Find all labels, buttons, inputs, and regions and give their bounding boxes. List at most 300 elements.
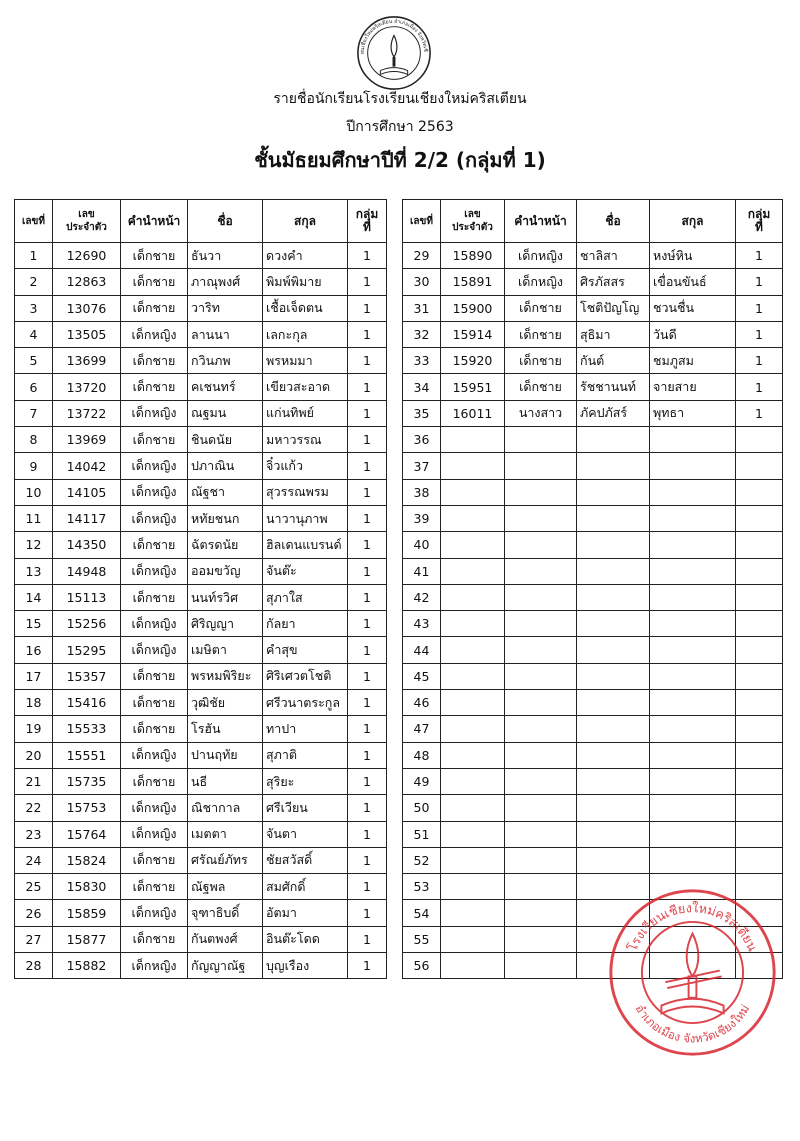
col-header-group-line2: ที่ bbox=[755, 220, 763, 234]
cell-surname bbox=[650, 584, 736, 610]
cell-id bbox=[441, 874, 505, 900]
cell-id bbox=[441, 795, 505, 821]
cell-id bbox=[441, 742, 505, 768]
cell-prefix: เด็กชาย bbox=[505, 374, 577, 400]
col-header-group-line1: กลุ่ม bbox=[747, 207, 771, 221]
table-row bbox=[403, 321, 783, 347]
cell-group bbox=[736, 453, 783, 479]
cell-prefix: เด็กชาย bbox=[505, 321, 577, 347]
cell-id: 14105 bbox=[53, 479, 121, 505]
cell-group: 1 bbox=[736, 269, 783, 295]
col-header-prefix: คำนำหน้า bbox=[505, 200, 577, 243]
cell-group bbox=[736, 663, 783, 689]
cell-id: 15951 bbox=[441, 374, 505, 400]
table-row bbox=[403, 768, 783, 794]
col-header-group bbox=[736, 200, 783, 243]
cell-prefix: นางสาว bbox=[505, 400, 577, 426]
cell-name: ณิชากาล bbox=[188, 795, 263, 821]
cell-surname: เชื้อเจ็ดตน bbox=[263, 295, 348, 321]
table-row bbox=[403, 821, 783, 847]
cell-name: หทัยชนก bbox=[188, 505, 263, 531]
cell-group: 1 bbox=[736, 348, 783, 374]
cell-name: ณฐมน bbox=[188, 400, 263, 426]
cell-id: 13699 bbox=[53, 348, 121, 374]
cell-surname: ศิริเศวตโชติ bbox=[263, 663, 348, 689]
cell-no: 22 bbox=[15, 795, 53, 821]
cell-id: 15877 bbox=[53, 926, 121, 952]
cell-id bbox=[441, 953, 505, 979]
table-row bbox=[15, 584, 387, 610]
cell-name: โชติปัญโญ bbox=[577, 295, 650, 321]
cell-prefix: เด็กหญิง bbox=[121, 558, 188, 584]
cell-group: 1 bbox=[348, 768, 387, 794]
cell-name: กันต์ bbox=[577, 348, 650, 374]
col-header-surname: สกุล bbox=[263, 200, 348, 243]
table-row bbox=[15, 400, 387, 426]
cell-group: 1 bbox=[348, 584, 387, 610]
cell-id: 15914 bbox=[441, 321, 505, 347]
cell-id: 15357 bbox=[53, 663, 121, 689]
col-header-group-line2: ที่ bbox=[363, 220, 371, 234]
cell-name: เมษิตา bbox=[188, 637, 263, 663]
cell-id bbox=[441, 900, 505, 926]
cell-id bbox=[441, 532, 505, 558]
cell-prefix bbox=[505, 742, 577, 768]
cell-surname bbox=[650, 795, 736, 821]
cell-surname bbox=[650, 453, 736, 479]
cell-prefix: เด็กหญิง bbox=[121, 479, 188, 505]
table-row bbox=[403, 479, 783, 505]
cell-prefix bbox=[505, 584, 577, 610]
cell-id bbox=[441, 663, 505, 689]
cell-id bbox=[441, 847, 505, 873]
cell-no: 50 bbox=[403, 795, 441, 821]
cell-no: 10 bbox=[15, 479, 53, 505]
col-header-name: ชื่อ bbox=[188, 200, 263, 243]
table-row bbox=[403, 742, 783, 768]
table-row bbox=[403, 269, 783, 295]
cell-name: สุธิมา bbox=[577, 321, 650, 347]
cell-id: 15900 bbox=[441, 295, 505, 321]
cell-surname: เลกะกุล bbox=[263, 321, 348, 347]
cell-id: 13969 bbox=[53, 427, 121, 453]
cell-no: 16 bbox=[15, 637, 53, 663]
cell-prefix bbox=[505, 427, 577, 453]
cell-group: 1 bbox=[736, 295, 783, 321]
cell-id: 15830 bbox=[53, 874, 121, 900]
col-header-id bbox=[441, 200, 505, 243]
cell-id: 15256 bbox=[53, 611, 121, 637]
cell-group bbox=[736, 742, 783, 768]
table-row bbox=[403, 243, 783, 269]
cell-prefix: เด็กหญิง bbox=[121, 611, 188, 637]
cell-surname bbox=[650, 637, 736, 663]
table-row bbox=[15, 295, 387, 321]
cell-id: 12863 bbox=[53, 269, 121, 295]
cell-id: 15859 bbox=[53, 900, 121, 926]
table-row bbox=[15, 479, 387, 505]
cell-group bbox=[736, 532, 783, 558]
cell-prefix: เด็กหญิง bbox=[121, 821, 188, 847]
cell-group bbox=[736, 505, 783, 531]
cell-no: 45 bbox=[403, 663, 441, 689]
cell-name: วาริท bbox=[188, 295, 263, 321]
cell-prefix: เด็กหญิง bbox=[505, 269, 577, 295]
table-row bbox=[15, 874, 387, 900]
cell-group: 1 bbox=[348, 348, 387, 374]
cell-surname: พิมพ์พิมาย bbox=[263, 269, 348, 295]
cell-name: วุฒิชัย bbox=[188, 690, 263, 716]
table-header-row bbox=[15, 200, 387, 243]
cell-group: 1 bbox=[348, 690, 387, 716]
table-row bbox=[15, 716, 387, 742]
table-row bbox=[15, 321, 387, 347]
cell-surname bbox=[650, 611, 736, 637]
cell-surname: สุวรรณพรม bbox=[263, 479, 348, 505]
cell-name bbox=[577, 558, 650, 584]
cell-id bbox=[441, 821, 505, 847]
cell-prefix bbox=[505, 690, 577, 716]
cell-id: 14948 bbox=[53, 558, 121, 584]
cell-no: 1 bbox=[15, 243, 53, 269]
cell-name: ศิริญญา bbox=[188, 611, 263, 637]
cell-no: 53 bbox=[403, 874, 441, 900]
cell-name bbox=[577, 716, 650, 742]
cell-group: 1 bbox=[736, 321, 783, 347]
cell-group: 1 bbox=[348, 479, 387, 505]
cell-surname bbox=[650, 690, 736, 716]
cell-id bbox=[441, 768, 505, 794]
cell-group: 1 bbox=[736, 374, 783, 400]
cell-id: 15764 bbox=[53, 821, 121, 847]
cell-no: 47 bbox=[403, 716, 441, 742]
cell-no: 15 bbox=[15, 611, 53, 637]
cell-no: 19 bbox=[15, 716, 53, 742]
cell-group: 1 bbox=[348, 637, 387, 663]
cell-no: 31 bbox=[403, 295, 441, 321]
cell-no: 54 bbox=[403, 900, 441, 926]
cell-prefix: เด็กหญิง bbox=[121, 953, 188, 979]
cell-group bbox=[736, 584, 783, 610]
cell-surname: สมศักดิ์ bbox=[263, 874, 348, 900]
col-header-no: เลขที่ bbox=[403, 200, 441, 243]
table-row bbox=[403, 505, 783, 531]
document-title: รายชื่อนักเรียนโรงเรียนเชียงใหม่คริสเตียน bbox=[273, 91, 527, 107]
cell-id bbox=[441, 453, 505, 479]
cell-prefix: เด็กชาย bbox=[121, 716, 188, 742]
cell-surname: ทาปา bbox=[263, 716, 348, 742]
cell-id: 15824 bbox=[53, 847, 121, 873]
logo-text: ยนเชียงใหม่คริสเตียน อำเภอเมือง จังหวัดเชี bbox=[359, 18, 429, 55]
cell-surname: พรหมมา bbox=[263, 348, 348, 374]
table-header-row bbox=[403, 200, 783, 243]
cell-no: 20 bbox=[15, 742, 53, 768]
cell-no: 11 bbox=[15, 505, 53, 531]
cell-name: กันตพงศ์ bbox=[188, 926, 263, 952]
cell-prefix: เด็กชาย bbox=[121, 663, 188, 689]
cell-prefix bbox=[505, 716, 577, 742]
cell-no: 18 bbox=[15, 690, 53, 716]
cell-group: 1 bbox=[348, 269, 387, 295]
cell-id: 14117 bbox=[53, 505, 121, 531]
table-row bbox=[403, 584, 783, 610]
col-header-surname: สกุล bbox=[650, 200, 736, 243]
cell-name bbox=[577, 742, 650, 768]
cell-no: 13 bbox=[15, 558, 53, 584]
cell-id bbox=[441, 505, 505, 531]
cell-name: ธันวา bbox=[188, 243, 263, 269]
col-header-id-line2: ประจำตัว bbox=[452, 222, 493, 233]
cell-prefix: เด็กหญิง bbox=[505, 243, 577, 269]
table-row bbox=[403, 637, 783, 663]
cell-name: ณัฐชา bbox=[188, 479, 263, 505]
cell-group bbox=[736, 558, 783, 584]
cell-surname: ฮิลเดนแบรนด์ bbox=[263, 532, 348, 558]
cell-surname: วันดี bbox=[650, 321, 736, 347]
cell-prefix: เด็กชาย bbox=[121, 874, 188, 900]
cell-name bbox=[577, 663, 650, 689]
cell-name bbox=[577, 453, 650, 479]
cell-no: 9 bbox=[15, 453, 53, 479]
cell-group: 1 bbox=[348, 453, 387, 479]
cell-no: 14 bbox=[15, 584, 53, 610]
cell-group: 1 bbox=[736, 400, 783, 426]
cell-surname bbox=[650, 479, 736, 505]
cell-name: เมตตา bbox=[188, 821, 263, 847]
table-row bbox=[15, 847, 387, 873]
cell-surname: คำสุข bbox=[263, 637, 348, 663]
cell-name bbox=[577, 584, 650, 610]
cell-prefix bbox=[505, 611, 577, 637]
cell-no: 44 bbox=[403, 637, 441, 663]
cell-no: 12 bbox=[15, 532, 53, 558]
cell-id: 15533 bbox=[53, 716, 121, 742]
cell-id: 13505 bbox=[53, 321, 121, 347]
cell-prefix bbox=[505, 663, 577, 689]
cell-name: รัชชานนท์ bbox=[577, 374, 650, 400]
cell-group: 1 bbox=[348, 821, 387, 847]
cell-no: 27 bbox=[15, 926, 53, 952]
table-row bbox=[403, 374, 783, 400]
cell-name: ศิรภัสสร bbox=[577, 269, 650, 295]
cell-name: นธี bbox=[188, 768, 263, 794]
table-row bbox=[403, 611, 783, 637]
cell-prefix: เด็กชาย bbox=[121, 926, 188, 952]
cell-no: 25 bbox=[15, 874, 53, 900]
cell-name bbox=[577, 690, 650, 716]
cell-name: นนท์รวิศ bbox=[188, 584, 263, 610]
cell-name bbox=[577, 637, 650, 663]
school-logo bbox=[355, 14, 433, 92]
cell-no: 21 bbox=[15, 768, 53, 794]
cell-id: 15882 bbox=[53, 953, 121, 979]
cell-name: คเชนทร์ bbox=[188, 374, 263, 400]
cell-prefix: เด็กชาย bbox=[505, 295, 577, 321]
cell-group: 1 bbox=[348, 427, 387, 453]
cell-name bbox=[577, 505, 650, 531]
cell-no: 7 bbox=[15, 400, 53, 426]
cell-name bbox=[577, 847, 650, 873]
cell-no: 35 bbox=[403, 400, 441, 426]
cell-no: 32 bbox=[403, 321, 441, 347]
cell-prefix: เด็กชาย bbox=[121, 348, 188, 374]
cell-group: 1 bbox=[348, 663, 387, 689]
table-row bbox=[15, 374, 387, 400]
cell-prefix bbox=[505, 874, 577, 900]
cell-surname: จันตา bbox=[263, 821, 348, 847]
cell-surname: ชัยสวัสดิ์ bbox=[263, 847, 348, 873]
cell-id bbox=[441, 716, 505, 742]
cell-surname bbox=[650, 663, 736, 689]
cell-surname: แก่นทิพย์ bbox=[263, 400, 348, 426]
cell-no: 23 bbox=[15, 821, 53, 847]
cell-name: ชาลิสา bbox=[577, 243, 650, 269]
cell-group bbox=[736, 847, 783, 873]
table-row bbox=[403, 690, 783, 716]
cell-no: 40 bbox=[403, 532, 441, 558]
cell-group bbox=[736, 479, 783, 505]
cell-id bbox=[441, 479, 505, 505]
cell-name bbox=[577, 795, 650, 821]
table-row bbox=[15, 348, 387, 374]
cell-surname: อัตมา bbox=[263, 900, 348, 926]
cell-prefix bbox=[505, 479, 577, 505]
cell-surname: จายสาย bbox=[650, 374, 736, 400]
table-row bbox=[403, 427, 783, 453]
cell-name: ภาณุพงศ์ bbox=[188, 269, 263, 295]
cell-name: ภัคปภัสร์ bbox=[577, 400, 650, 426]
col-header-no: เลขที่ bbox=[15, 200, 53, 243]
cell-no: 56 bbox=[403, 953, 441, 979]
cell-prefix: เด็กชาย bbox=[121, 532, 188, 558]
svg-text:โรงเรียนเชียงใหม่คริสเตียน อำเ bbox=[355, 14, 429, 54]
table-row bbox=[403, 716, 783, 742]
cell-id: 15551 bbox=[53, 742, 121, 768]
cell-id bbox=[441, 611, 505, 637]
cell-surname: ชมภูสม bbox=[650, 348, 736, 374]
seal-torch-icon bbox=[661, 934, 723, 1014]
table-row bbox=[15, 243, 387, 269]
cell-surname: สุภาใส bbox=[263, 584, 348, 610]
table-row bbox=[15, 269, 387, 295]
cell-surname bbox=[650, 847, 736, 873]
cell-no: 28 bbox=[15, 953, 53, 979]
cell-id: 15891 bbox=[441, 269, 505, 295]
cell-no: 46 bbox=[403, 690, 441, 716]
cell-no: 36 bbox=[403, 427, 441, 453]
cell-group bbox=[736, 795, 783, 821]
cell-name: ชินดนัย bbox=[188, 427, 263, 453]
col-header-id bbox=[53, 200, 121, 243]
cell-prefix: เด็กหญิง bbox=[121, 505, 188, 531]
cell-group: 1 bbox=[348, 953, 387, 979]
cell-prefix: เด็กชาย bbox=[121, 847, 188, 873]
cell-group: 1 bbox=[348, 374, 387, 400]
cell-group: 1 bbox=[348, 926, 387, 952]
cell-surname: ชวนชื่น bbox=[650, 295, 736, 321]
cell-id: 16011 bbox=[441, 400, 505, 426]
table-row bbox=[15, 795, 387, 821]
cell-id bbox=[441, 926, 505, 952]
cell-surname bbox=[650, 505, 736, 531]
cell-prefix: เด็กชาย bbox=[505, 348, 577, 374]
table-row bbox=[15, 558, 387, 584]
cell-name bbox=[577, 532, 650, 558]
cell-surname bbox=[650, 558, 736, 584]
cell-surname: ศรีเวียน bbox=[263, 795, 348, 821]
cell-group: 1 bbox=[348, 505, 387, 531]
student-table-right bbox=[402, 199, 783, 979]
table-row bbox=[15, 532, 387, 558]
col-header-prefix: คำนำหน้า bbox=[121, 200, 188, 243]
cell-no: 39 bbox=[403, 505, 441, 531]
cell-no: 49 bbox=[403, 768, 441, 794]
cell-name: กัญญาณัฐ bbox=[188, 953, 263, 979]
col-header-group-line1: กลุ่ม bbox=[355, 207, 379, 221]
cell-no: 55 bbox=[403, 926, 441, 952]
cell-surname: หงษ์หิน bbox=[650, 243, 736, 269]
cell-no: 8 bbox=[15, 427, 53, 453]
cell-prefix: เด็กชาย bbox=[121, 768, 188, 794]
cell-prefix bbox=[505, 505, 577, 531]
cell-name: ลานนา bbox=[188, 321, 263, 347]
cell-surname: สุริยะ bbox=[263, 768, 348, 794]
cell-id bbox=[441, 637, 505, 663]
cell-prefix: เด็กชาย bbox=[121, 584, 188, 610]
cell-prefix: เด็กหญิง bbox=[121, 900, 188, 926]
table-row bbox=[15, 611, 387, 637]
cell-no: 17 bbox=[15, 663, 53, 689]
cell-group: 1 bbox=[348, 611, 387, 637]
cell-prefix bbox=[505, 532, 577, 558]
cell-no: 41 bbox=[403, 558, 441, 584]
cell-surname bbox=[650, 742, 736, 768]
cell-id: 15920 bbox=[441, 348, 505, 374]
cell-surname bbox=[650, 768, 736, 794]
cell-group: 1 bbox=[348, 532, 387, 558]
cell-prefix bbox=[505, 453, 577, 479]
cell-id: 13076 bbox=[53, 295, 121, 321]
cell-id: 15416 bbox=[53, 690, 121, 716]
cell-surname: พุทธา bbox=[650, 400, 736, 426]
table-row bbox=[403, 847, 783, 873]
cell-prefix bbox=[505, 900, 577, 926]
cell-prefix bbox=[505, 926, 577, 952]
cell-surname: เขียวสะอาด bbox=[263, 374, 348, 400]
cell-surname: จันต๊ะ bbox=[263, 558, 348, 584]
cell-group bbox=[736, 690, 783, 716]
cell-surname: กัลยา bbox=[263, 611, 348, 637]
cell-surname: ดวงคำ bbox=[263, 243, 348, 269]
cell-surname: สุภาติ bbox=[263, 742, 348, 768]
cell-name: ฉัตรดนัย bbox=[188, 532, 263, 558]
cell-group: 1 bbox=[348, 400, 387, 426]
cell-id: 14042 bbox=[53, 453, 121, 479]
cell-group: 1 bbox=[348, 795, 387, 821]
table-row bbox=[403, 663, 783, 689]
cell-id: 14350 bbox=[53, 532, 121, 558]
table-row bbox=[403, 453, 783, 479]
cell-prefix bbox=[505, 847, 577, 873]
cell-id: 15890 bbox=[441, 243, 505, 269]
cell-prefix: เด็กชาย bbox=[121, 427, 188, 453]
cell-no: 3 bbox=[15, 295, 53, 321]
cell-no: 37 bbox=[403, 453, 441, 479]
cell-no: 2 bbox=[15, 269, 53, 295]
cell-name: ปภาณิน bbox=[188, 453, 263, 479]
cell-prefix: เด็กชาย bbox=[121, 243, 188, 269]
cell-no: 43 bbox=[403, 611, 441, 637]
